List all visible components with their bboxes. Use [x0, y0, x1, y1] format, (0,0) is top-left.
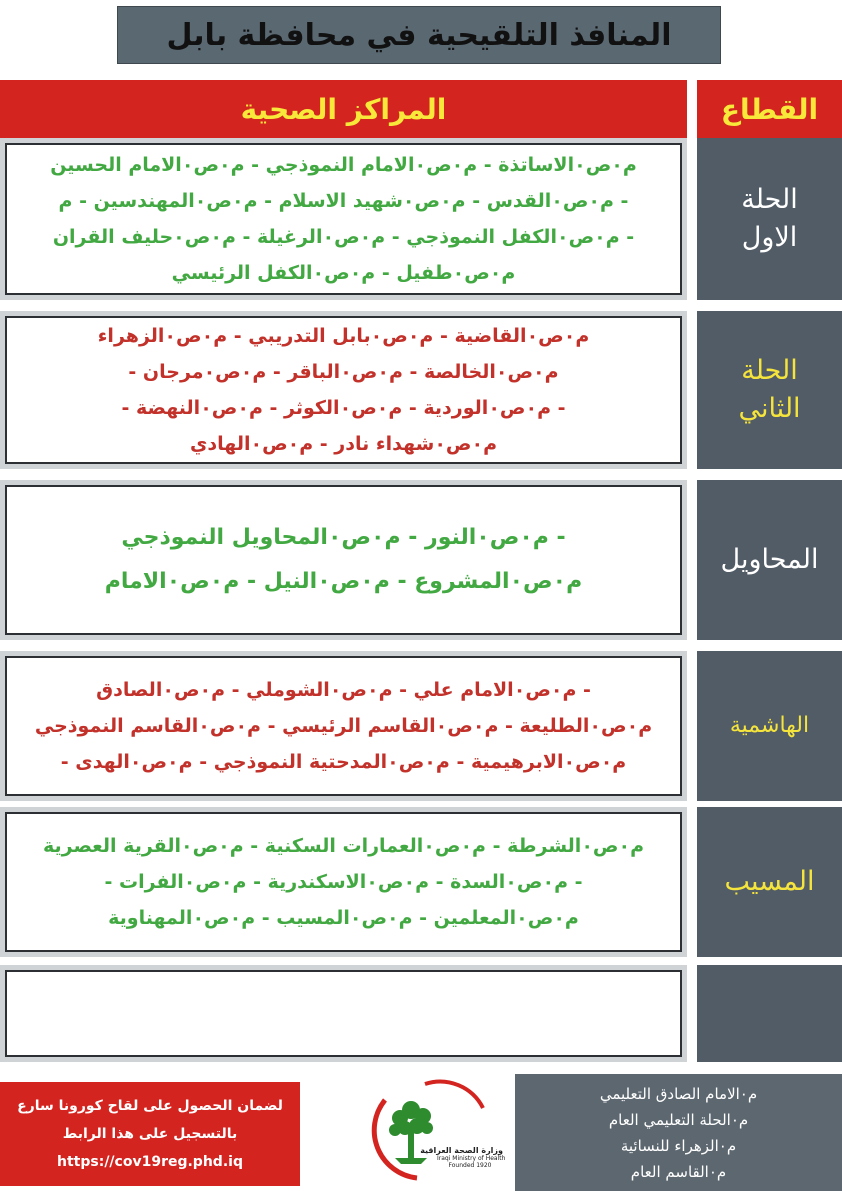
center-line: م٠ص٠الابرهيمية - م٠ص٠المدحتية النموذجي - م٠ص٠الهدى -: [60, 751, 627, 773]
row-hashimiya-centers: [0, 651, 687, 801]
row-empty-centers: [0, 965, 687, 1062]
hospitals-box: [515, 1074, 842, 1191]
sector-name-line1: الحلة: [741, 184, 798, 215]
sector-hashimiya: [697, 651, 842, 801]
row-musayyib-centers: [0, 807, 687, 957]
sector-hilla-first: [697, 138, 842, 300]
row-mahaweel-centers: [0, 480, 687, 640]
logo-text-en: Iraqi Ministry of Health: [437, 1155, 506, 1162]
ministry-logo-icon: [355, 1078, 505, 1186]
ministry-logo: [355, 1078, 505, 1186]
row-hilla-second-centers: [0, 311, 687, 469]
center-line: م٠ص٠الطليعة - م٠ص٠القاسم الرئيسي - م٠ص٠القاسم النموذجي: [34, 715, 653, 737]
center-line: م٠ص٠المشروع - م٠ص٠النيل - م٠ص٠الامام: [104, 569, 583, 594]
hospital-line: م٠الزهراء للنسائية: [620, 1136, 737, 1155]
sector-name-line1: الحلة: [741, 355, 798, 386]
centers-list: [5, 812, 682, 952]
center-line: - م٠ص٠السدة - م٠ص٠الاسكندرية - م٠ص٠الفرات -: [104, 871, 583, 893]
hospital-line: م٠الحلة التعليمي العام: [608, 1110, 749, 1129]
center-line: م٠ص٠الخالصة - م٠ص٠الباقر - م٠ص٠مرجان -: [128, 361, 559, 383]
registration-link[interactable]: https://cov19reg.phd.iq: [57, 1154, 243, 1170]
center-line: - م٠ص٠الكفل النموذجي - م٠ص٠الرغيلة - م٠ص٠حليف القران: [52, 226, 635, 248]
title-part2: محافظة بابل: [166, 17, 357, 53]
title-banner: [117, 6, 721, 64]
header-health-centers-label: المراكز الصحية: [240, 92, 447, 126]
centers-list: [5, 143, 682, 295]
centers-list: [5, 316, 682, 464]
center-line: - م٠ص٠النور - م٠ص٠المحاويل النموذجي: [121, 525, 566, 550]
header-sector: [697, 80, 842, 138]
logo-text-ar: وزارة الصحة العراقية: [420, 1146, 503, 1155]
sector-hilla-second: [697, 311, 842, 469]
page-title: [167, 18, 672, 53]
center-line: - م٠ص٠الامام علي - م٠ص٠الشوملي - م٠ص٠الصادق: [96, 679, 591, 701]
sector-mahaweel: [697, 480, 842, 640]
sector-musayyib: [697, 807, 842, 957]
center-line: م٠ص٠القاضية - م٠ص٠بابل التدريبي - م٠ص٠الزهراء: [97, 325, 590, 347]
centers-list: [5, 656, 682, 796]
registration-line2: بالتسجيل على هذا الرابط: [62, 1126, 238, 1142]
centers-list-empty: [5, 970, 682, 1057]
logo-caption: [420, 1146, 506, 1169]
header-sector-label: القطاع: [720, 92, 819, 126]
center-line: م٠ص٠طفيل - م٠ص٠الكفل الرئيسي: [171, 262, 516, 284]
center-line: - م٠ص٠الوردية - م٠ص٠الكوثر - م٠ص٠النهضة -: [121, 397, 566, 419]
center-line: م٠ص٠الشرطة - م٠ص٠العمارات السكنية - م٠ص٠القرية العصرية: [42, 835, 645, 857]
sector-empty: [697, 965, 842, 1062]
center-line: م٠ص٠المعلمين - م٠ص٠المسيب - م٠ص٠المهناوية: [108, 907, 579, 929]
hospital-line: م٠الامام الصادق التعليمي: [599, 1084, 758, 1103]
sector-name-line2: الاول: [741, 222, 798, 253]
centers-list: [5, 485, 682, 635]
header-health-centers: [0, 80, 687, 138]
sector-name-line1: المسيب: [724, 866, 815, 897]
center-line: - م٠ص٠القدس - م٠ص٠شهيد الاسلام - م٠ص٠المهندسين - م: [58, 190, 629, 212]
sector-name-line1: الهاشمية: [729, 713, 810, 738]
center-line: م٠ص٠الاساتذة - م٠ص٠الامام النموذجي - م٠ص٠الامام الحسين: [50, 154, 637, 176]
center-line: م٠ص٠شهداء نادر - م٠ص٠الهادي: [189, 433, 498, 455]
sector-name-line1: المحاويل: [720, 544, 819, 575]
logo-text-year: Founded 1920: [448, 1162, 492, 1169]
registration-box: [0, 1082, 300, 1186]
sector-name-line2: الثاني: [738, 393, 801, 424]
hospital-line: م٠القاسم العام: [630, 1162, 727, 1181]
registration-line1: لضمان الحصول على لقاح كورونا سارع: [17, 1098, 283, 1114]
row-hilla-first-centers: [0, 138, 687, 300]
title-part1: المنافذ التلقيحية في: [366, 17, 672, 53]
